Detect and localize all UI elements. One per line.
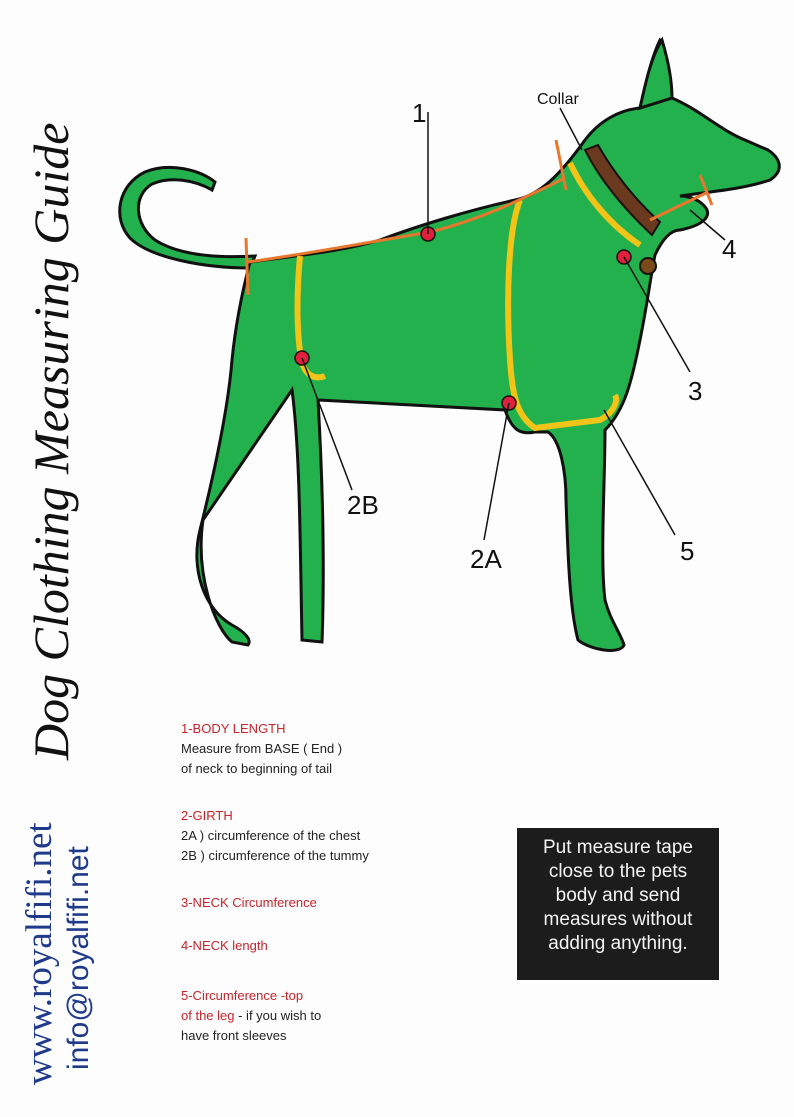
label-2b: 2B bbox=[347, 490, 379, 520]
legend-leg-text-b: have front sleeves bbox=[181, 1028, 287, 1043]
email-link[interactable]: info@royalfifi.net bbox=[62, 846, 95, 1070]
dog-ear bbox=[640, 40, 672, 108]
label-3: 3 bbox=[688, 376, 703, 406]
legend-leg-text-a: - if you wish to bbox=[234, 1008, 322, 1023]
note-line-1: Put measure tape bbox=[543, 837, 693, 858]
legend-body-length-line2: of neck to beginning of tail bbox=[181, 761, 333, 776]
note-line-2: close to the pets bbox=[548, 861, 688, 882]
leader-collar bbox=[560, 108, 582, 150]
label-4: 4 bbox=[722, 234, 737, 264]
note-line-5: adding anything. bbox=[548, 933, 688, 954]
legend-body-length-line1: Measure from BASE ( End ) bbox=[181, 741, 343, 756]
collar-tag bbox=[640, 258, 656, 274]
label-2a: 2A bbox=[470, 544, 502, 574]
legend-neck-length-title: 4-NECK length bbox=[181, 938, 268, 953]
label-collar: Collar bbox=[537, 91, 579, 108]
legend-leg bbox=[181, 986, 321, 1046]
tape-end-tail bbox=[246, 238, 248, 295]
legend-girth-line1: 2A ) circumference of the chest bbox=[181, 828, 361, 843]
legend-body-length-title: 1-BODY LENGTH bbox=[181, 721, 286, 736]
website-link[interactable]: www.royalfifi.net bbox=[19, 822, 60, 1085]
page-title: Dog Clothing Measuring Guide bbox=[23, 122, 79, 760]
label-5: 5 bbox=[680, 536, 695, 566]
legend-girth-title: 2-GIRTH bbox=[181, 808, 233, 823]
legend-neck-circ-title: 3-NECK Circumference bbox=[181, 895, 317, 910]
dog-tail bbox=[120, 167, 255, 268]
leader-5 bbox=[604, 410, 675, 535]
legend-leg-title-b: of the leg bbox=[181, 1008, 235, 1023]
legend-neck-circ bbox=[181, 893, 317, 913]
legend-body-length bbox=[181, 719, 342, 779]
legend-neck-length bbox=[181, 936, 268, 956]
label-1: 1 bbox=[412, 98, 427, 128]
instruction-note bbox=[517, 828, 719, 980]
legend-leg-title: 5-Circumference -top bbox=[181, 988, 304, 1003]
note-line-3: body and send bbox=[555, 885, 681, 906]
legend-girth bbox=[181, 806, 369, 866]
note-line-4: measures without bbox=[543, 909, 693, 930]
leader-2a bbox=[484, 403, 509, 540]
legend-girth-line2: 2B ) circumference of the tummy bbox=[181, 848, 369, 863]
